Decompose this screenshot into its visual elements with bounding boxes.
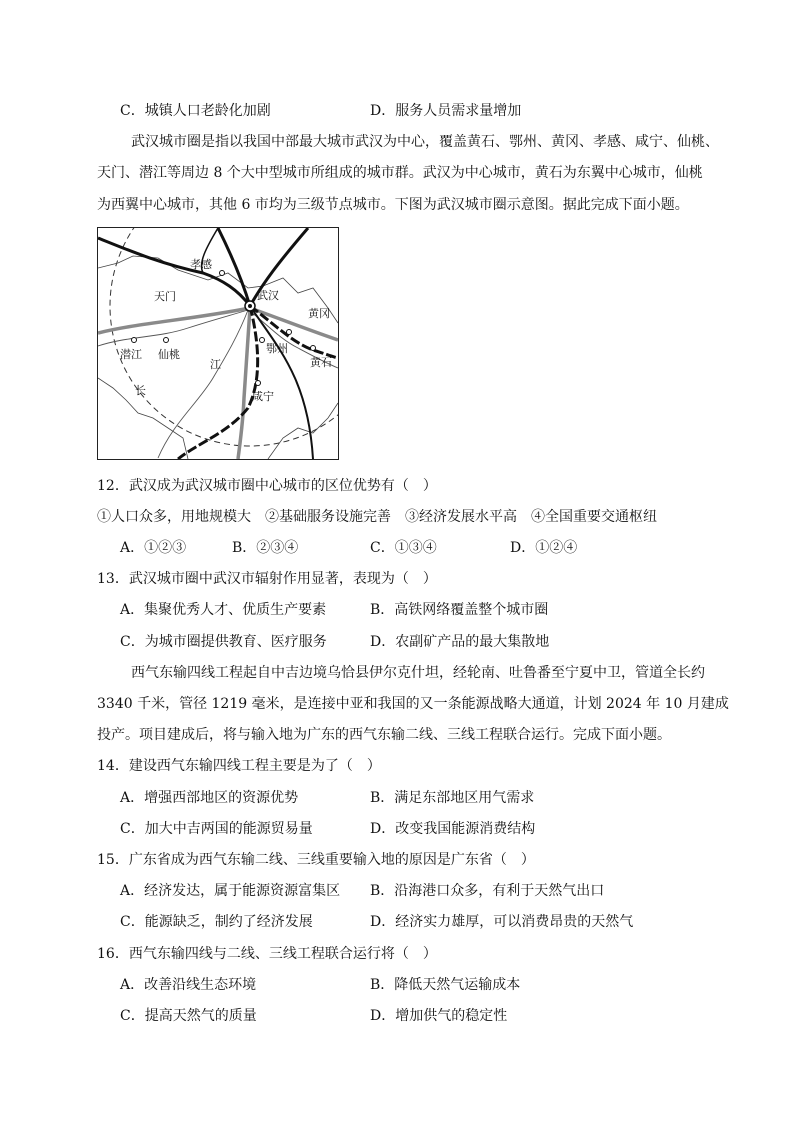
passage2-line1: 西气东输四线工程起自中吉边境乌恰县伊尔克什坦，经轮南、吐鲁番至宁夏中卫，管道全长约 [131,665,705,681]
q16-option-a: A．改善沿线生态环境 [120,977,257,993]
wuhan-city-circle-map [97,227,339,460]
city-dot-huangshi [311,346,316,351]
label-xiaogan: 孝感 [190,258,212,271]
city-dot-xianning [256,381,261,386]
q12-stem: 12．武汉成为武汉城市圈中心城市的区位优势有（ ） [97,478,437,494]
q12-option-a: A．①②③ [120,540,187,556]
q11-option-d: D．服务人员需求量增加 [370,103,522,119]
label-wuhan: 武汉 [257,289,279,302]
label-huangshi: 黄石 [310,356,332,369]
q14-option-a: A．增强西部地区的资源优势 [120,790,299,806]
passage1-line2: 天门、潜江等周边 8 个大中型城市所组成的城市群。武汉为中心城市，黄石为东翼中心城市，仙桃 [97,165,703,181]
q15-option-d: D．经济实力雄厚，可以消费昂贵的天然气 [370,914,634,930]
boundary-southeast [268,403,338,459]
grey-rail-west [98,308,250,333]
city-dot-ezhou [260,338,265,343]
q11-option-c: C．城镇人口老龄化加剧 [120,103,271,119]
passage1-line3: 为西翼中心城市，其他 6 市均为三级节点城市。下图为武汉城市圈示意图。据此完成下面小题。 [97,197,689,213]
city-dot-huanggang [287,330,292,335]
map-svg [98,228,338,459]
q15-option-c: C．能源缺乏，制约了经济发展 [120,914,313,930]
q16-stem: 16．西气东输四线与二线、三线工程联合运行将（ ） [97,946,437,962]
label-qianjiang: 潜江 [120,348,142,361]
q13-option-b: B．高铁网络覆盖整个城市圈 [370,602,549,618]
q14-option-d: D．改变我国能源消费结构 [370,821,536,837]
label-xianning: 咸宁 [252,390,274,403]
q14-stem: 14．建设西气东输四线工程主要是为了（ ） [97,758,381,774]
q15-option-b: B．沿海港口众多，有利于天然气出口 [370,883,605,899]
label-chang: 长 [135,384,146,397]
passage1-line1: 武汉城市圈是指以我国中部最大城市武汉为中心，覆盖黄石、鄂州、黄冈、孝感、咸宁、仙桃、 [131,134,719,150]
q15-stem: 15．广东省成为西气东输二线、三线重要输入地的原因是广东省（ ） [97,852,535,868]
q14-option-b: B．满足东部地区用气需求 [370,790,535,806]
city-dot-wuhan-center [248,304,252,308]
label-jiang: 江 [210,358,221,371]
label-ezhou: 鄂州 [266,342,288,355]
city-dot-xiantao [164,338,169,343]
q12-option-d: D．①②④ [510,540,578,556]
q14-option-c: C．加大中吉两国的能源贸易量 [120,821,313,837]
q16-option-c: C．提高天然气的质量 [120,1008,257,1024]
passage2-line3: 投产。项目建成后，将与输入地为广东的西气东输二线、三线工程联合运行。完成下面小题。 [97,727,671,743]
q16-option-d: D．增加供气的稳定性 [370,1008,508,1024]
label-huanggang: 黄冈 [308,307,330,320]
grey-rail-south [238,308,250,459]
city-dot-xiaogan [220,271,225,276]
rail-north [218,228,250,306]
city-dot-qianjiang [132,338,137,343]
q12-items: ①人口众多，用地规模大 ②基础服务设施完善 ③经济发展水平高 ④全国重要交通枢纽 [97,509,657,525]
q13-option-a: A．集聚优秀人才、优质生产要素 [120,602,327,618]
label-tianmen: 天门 [154,290,176,303]
q12-option-c: C．①③④ [370,540,437,556]
label-xiantao: 仙桃 [158,348,180,361]
q15-option-a: A．经济发达，属于能源资源富集区 [120,883,341,899]
q12-option-b: B．②③④ [232,540,299,556]
q16-option-b: B．降低天然气运输成本 [370,977,521,993]
passage2-line2: 3340 千米，管径 1219 毫米，是连接中亚和我国的又一条能源战略大通道，计划 2024 年 10 月建成 [97,696,729,712]
q13-stem: 13．武汉城市圈中武汉市辐射作用显著，表现为（ ） [97,571,437,587]
q13-option-c: C．为城市圈提供教育、医疗服务 [120,634,327,650]
q13-option-d: D．农副矿产品的最大集散地 [370,634,550,650]
